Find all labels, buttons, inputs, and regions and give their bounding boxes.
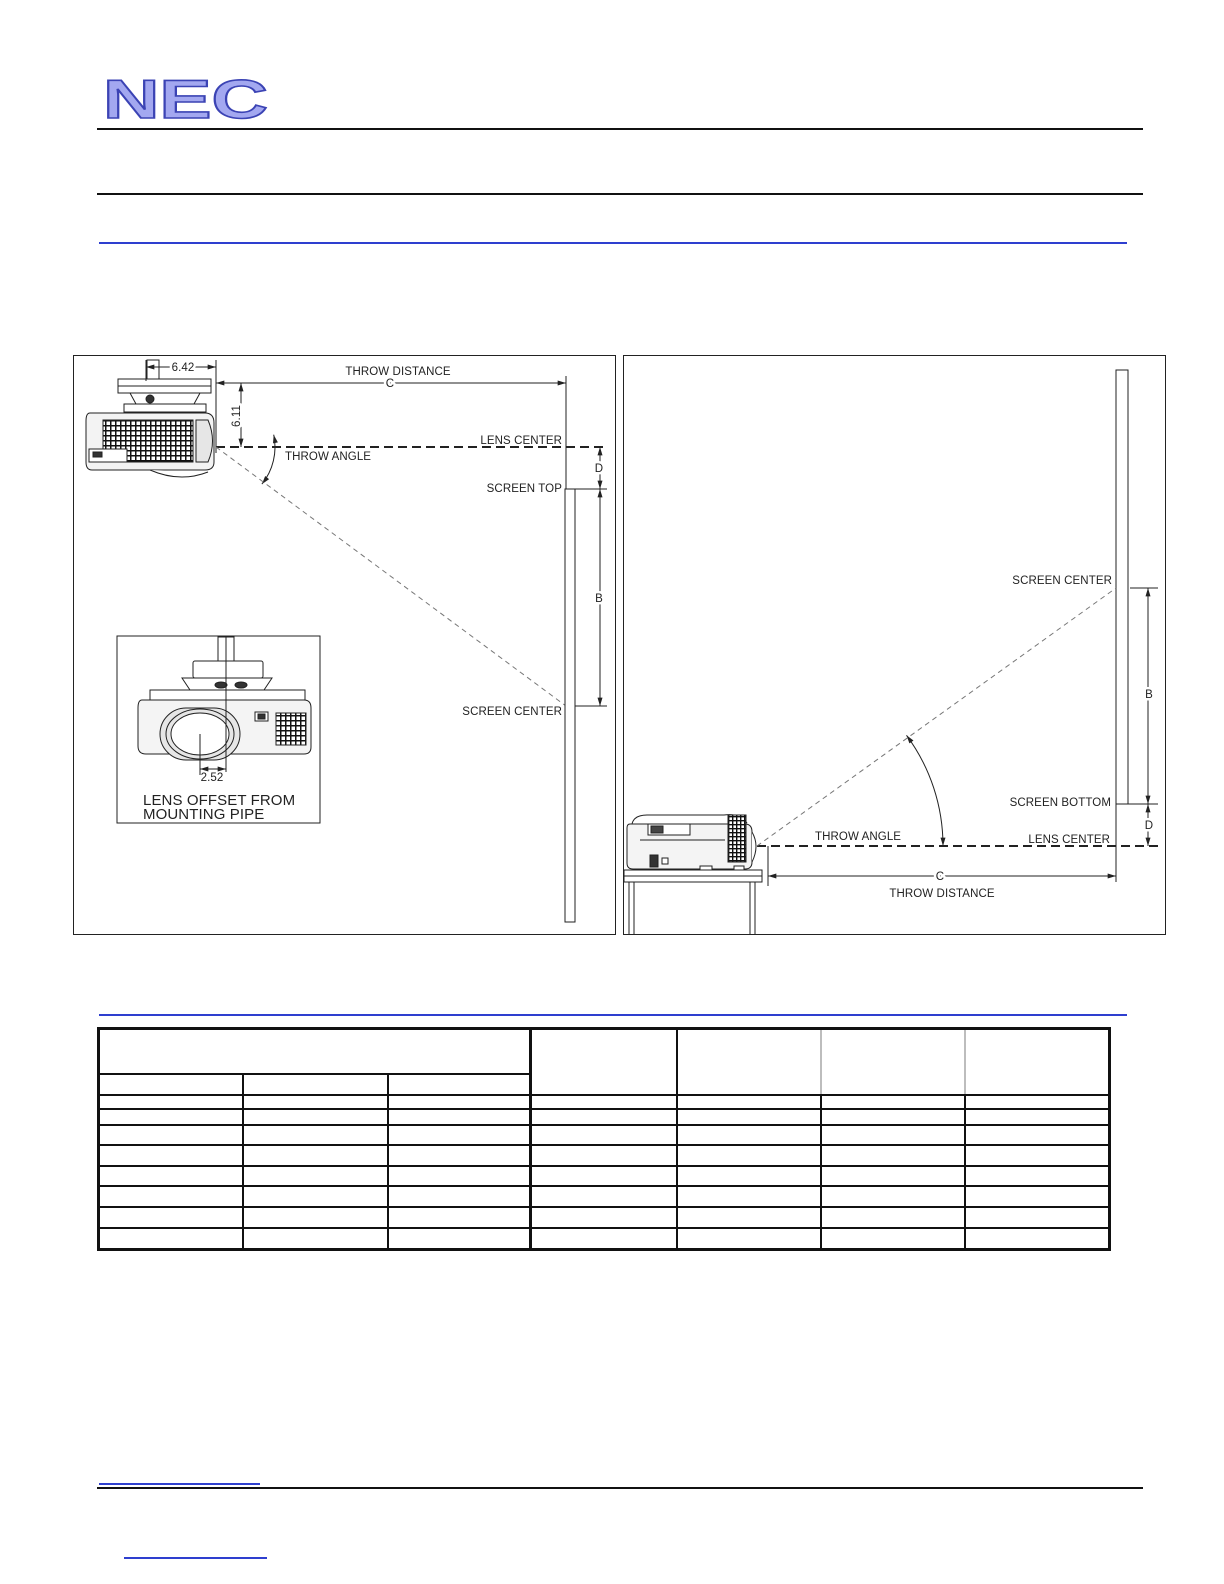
spec-table-column-header: [531, 1029, 677, 1095]
spec-table-cell: [821, 1166, 965, 1186]
spec-table-cell: [243, 1186, 388, 1207]
spec-table-cell: [821, 1145, 965, 1166]
spec-table-cell: [965, 1228, 1110, 1250]
spec-table-cell: [677, 1228, 821, 1250]
footer-link-underline[interactable]: [99, 1483, 260, 1485]
label-throw-distance: THROW DISTANCE: [889, 888, 995, 900]
footer-rule: [97, 1487, 1143, 1489]
throw-angle-arc: [907, 735, 944, 846]
spec-table-cell: [99, 1166, 243, 1186]
spec-table-cell: [243, 1207, 388, 1228]
spec-table-cell: [965, 1166, 1110, 1186]
spec-table-subheader: [99, 1074, 243, 1095]
section-divider-table: [99, 1014, 1127, 1016]
spec-table-column-header: [821, 1029, 965, 1095]
spec-table-subheader: [243, 1074, 388, 1095]
label-throw-angle: THROW ANGLE: [285, 451, 372, 463]
inset-caption-line2: MOUNTING PIPE: [143, 806, 265, 823]
label-throw-distance: THROW DISTANCE: [345, 366, 451, 378]
spec-table-cell: [965, 1207, 1110, 1228]
spec-table-header-row: [99, 1029, 1110, 1074]
spec-table-column-header: [965, 1029, 1110, 1095]
label-lens-center: LENS CENTER: [1028, 834, 1110, 846]
section-divider-diagrams: [99, 242, 1127, 244]
spec-table-cell: [531, 1109, 677, 1125]
header-rule-top: [97, 128, 1143, 130]
spec-table-cell: [965, 1095, 1110, 1109]
spec-table-cell: [243, 1228, 388, 1250]
spec-table-cell: [243, 1109, 388, 1125]
spec-table-cell: [965, 1186, 1110, 1207]
spec-table-row: [99, 1095, 1110, 1109]
spec-table-cell: [677, 1186, 821, 1207]
spec-table-row: [99, 1145, 1110, 1166]
spec-table-cell: [388, 1145, 531, 1166]
projection-screen: [1116, 370, 1128, 804]
nec-logo-text: NEC: [103, 74, 268, 122]
spec-table-cell: [99, 1109, 243, 1125]
spec-table-column-header: [677, 1029, 821, 1095]
label-screen-top: SCREEN TOP: [486, 483, 562, 495]
spec-table-cell: [243, 1145, 388, 1166]
label-lens-drop: 6.11: [231, 405, 243, 427]
table-mount-drawing: [624, 356, 1165, 934]
spec-table-cell: [821, 1109, 965, 1125]
lens-offset-inset: [117, 636, 320, 823]
spec-table-cell: [821, 1186, 965, 1207]
spec-table-cell: [965, 1145, 1110, 1166]
spec-table-cell: [531, 1186, 677, 1207]
label-pipe-offset: 6.42: [171, 362, 195, 374]
spec-table-cell: [965, 1125, 1110, 1145]
spec-table-subheader: [388, 1074, 531, 1095]
spec-table-cell: [388, 1095, 531, 1109]
ceiling-projector: [86, 360, 214, 477]
spec-table-cell: [531, 1228, 677, 1250]
spec-table-cell: [821, 1125, 965, 1145]
table-mount-diagram: [623, 355, 1166, 935]
label-throw-distance-symbol: C: [385, 378, 395, 390]
spec-table-cell: [99, 1228, 243, 1250]
label-offset-symbol: D: [1144, 820, 1154, 832]
spec-table-cell: [99, 1125, 243, 1145]
spec-table-cell: [388, 1125, 531, 1145]
spec-table-cell: [243, 1125, 388, 1145]
spec-table-row: [99, 1166, 1110, 1186]
spec-table-row: [99, 1109, 1110, 1125]
spec-table-cell: [99, 1145, 243, 1166]
spec-table-cell: [531, 1125, 677, 1145]
spec-table-cell: [99, 1207, 243, 1228]
spec-table-cell: [388, 1109, 531, 1125]
spec-table-cell: [531, 1095, 677, 1109]
spec-table-cell: [243, 1095, 388, 1109]
spec-table-cell: [99, 1095, 243, 1109]
label-height-symbol: B: [1145, 689, 1153, 701]
label-screen-bottom: SCREEN BOTTOM: [1009, 797, 1111, 809]
spec-table-row: [99, 1228, 1110, 1250]
spec-table-row: [99, 1125, 1110, 1145]
label-screen-center: SCREEN CENTER: [1012, 575, 1112, 587]
ceiling-mount-diagram: [73, 355, 616, 935]
label-throw-angle: THROW ANGLE: [815, 831, 902, 843]
spec-table-cell: [821, 1207, 965, 1228]
projection-screen: [565, 489, 575, 922]
spec-table-cell: [388, 1207, 531, 1228]
spec-table-cell: [821, 1095, 965, 1109]
spec-table: [97, 1027, 1111, 1251]
inset-caption-line1: LENS OFFSET FROM: [143, 792, 296, 809]
spec-table-cell: [677, 1109, 821, 1125]
spec-table-cell: [531, 1166, 677, 1186]
spec-table-cell: [677, 1095, 821, 1109]
spec-table-cell: [531, 1207, 677, 1228]
spec-table-cell: [677, 1125, 821, 1145]
label-lens-center: LENS CENTER: [480, 435, 562, 447]
label-lens-offset: 2.52: [200, 772, 224, 784]
label-offset-symbol: D: [594, 463, 604, 475]
spec-table-cell: [388, 1166, 531, 1186]
spec-table-cell: [677, 1145, 821, 1166]
label-screen-center: SCREEN CENTER: [462, 706, 562, 718]
ceiling-mount-drawing: [74, 356, 615, 934]
footer-link-underline[interactable]: [124, 1557, 267, 1559]
spec-table-row: [99, 1207, 1110, 1228]
label-height-symbol: B: [595, 593, 603, 605]
spec-table-cell: [677, 1207, 821, 1228]
spec-table-row: [99, 1186, 1110, 1207]
label-throw-distance-symbol: C: [935, 871, 945, 883]
throw-angle-arc: [262, 435, 275, 484]
projector-table: [624, 870, 762, 934]
spec-table-cell: [243, 1166, 388, 1186]
spec-table-cell: [388, 1228, 531, 1250]
spec-table-cell: [677, 1166, 821, 1186]
header-rule-bottom: [97, 193, 1143, 195]
table-projector: [627, 815, 756, 870]
spec-table-cell: [821, 1228, 965, 1250]
spec-table-cell: [388, 1186, 531, 1207]
spec-table-group-header: [99, 1029, 531, 1074]
spec-table-cell: [965, 1109, 1110, 1125]
spec-table-body: [99, 1095, 1110, 1250]
spec-table-cell: [531, 1145, 677, 1166]
nec-logo: [101, 74, 271, 122]
spec-table-cell: [99, 1186, 243, 1207]
